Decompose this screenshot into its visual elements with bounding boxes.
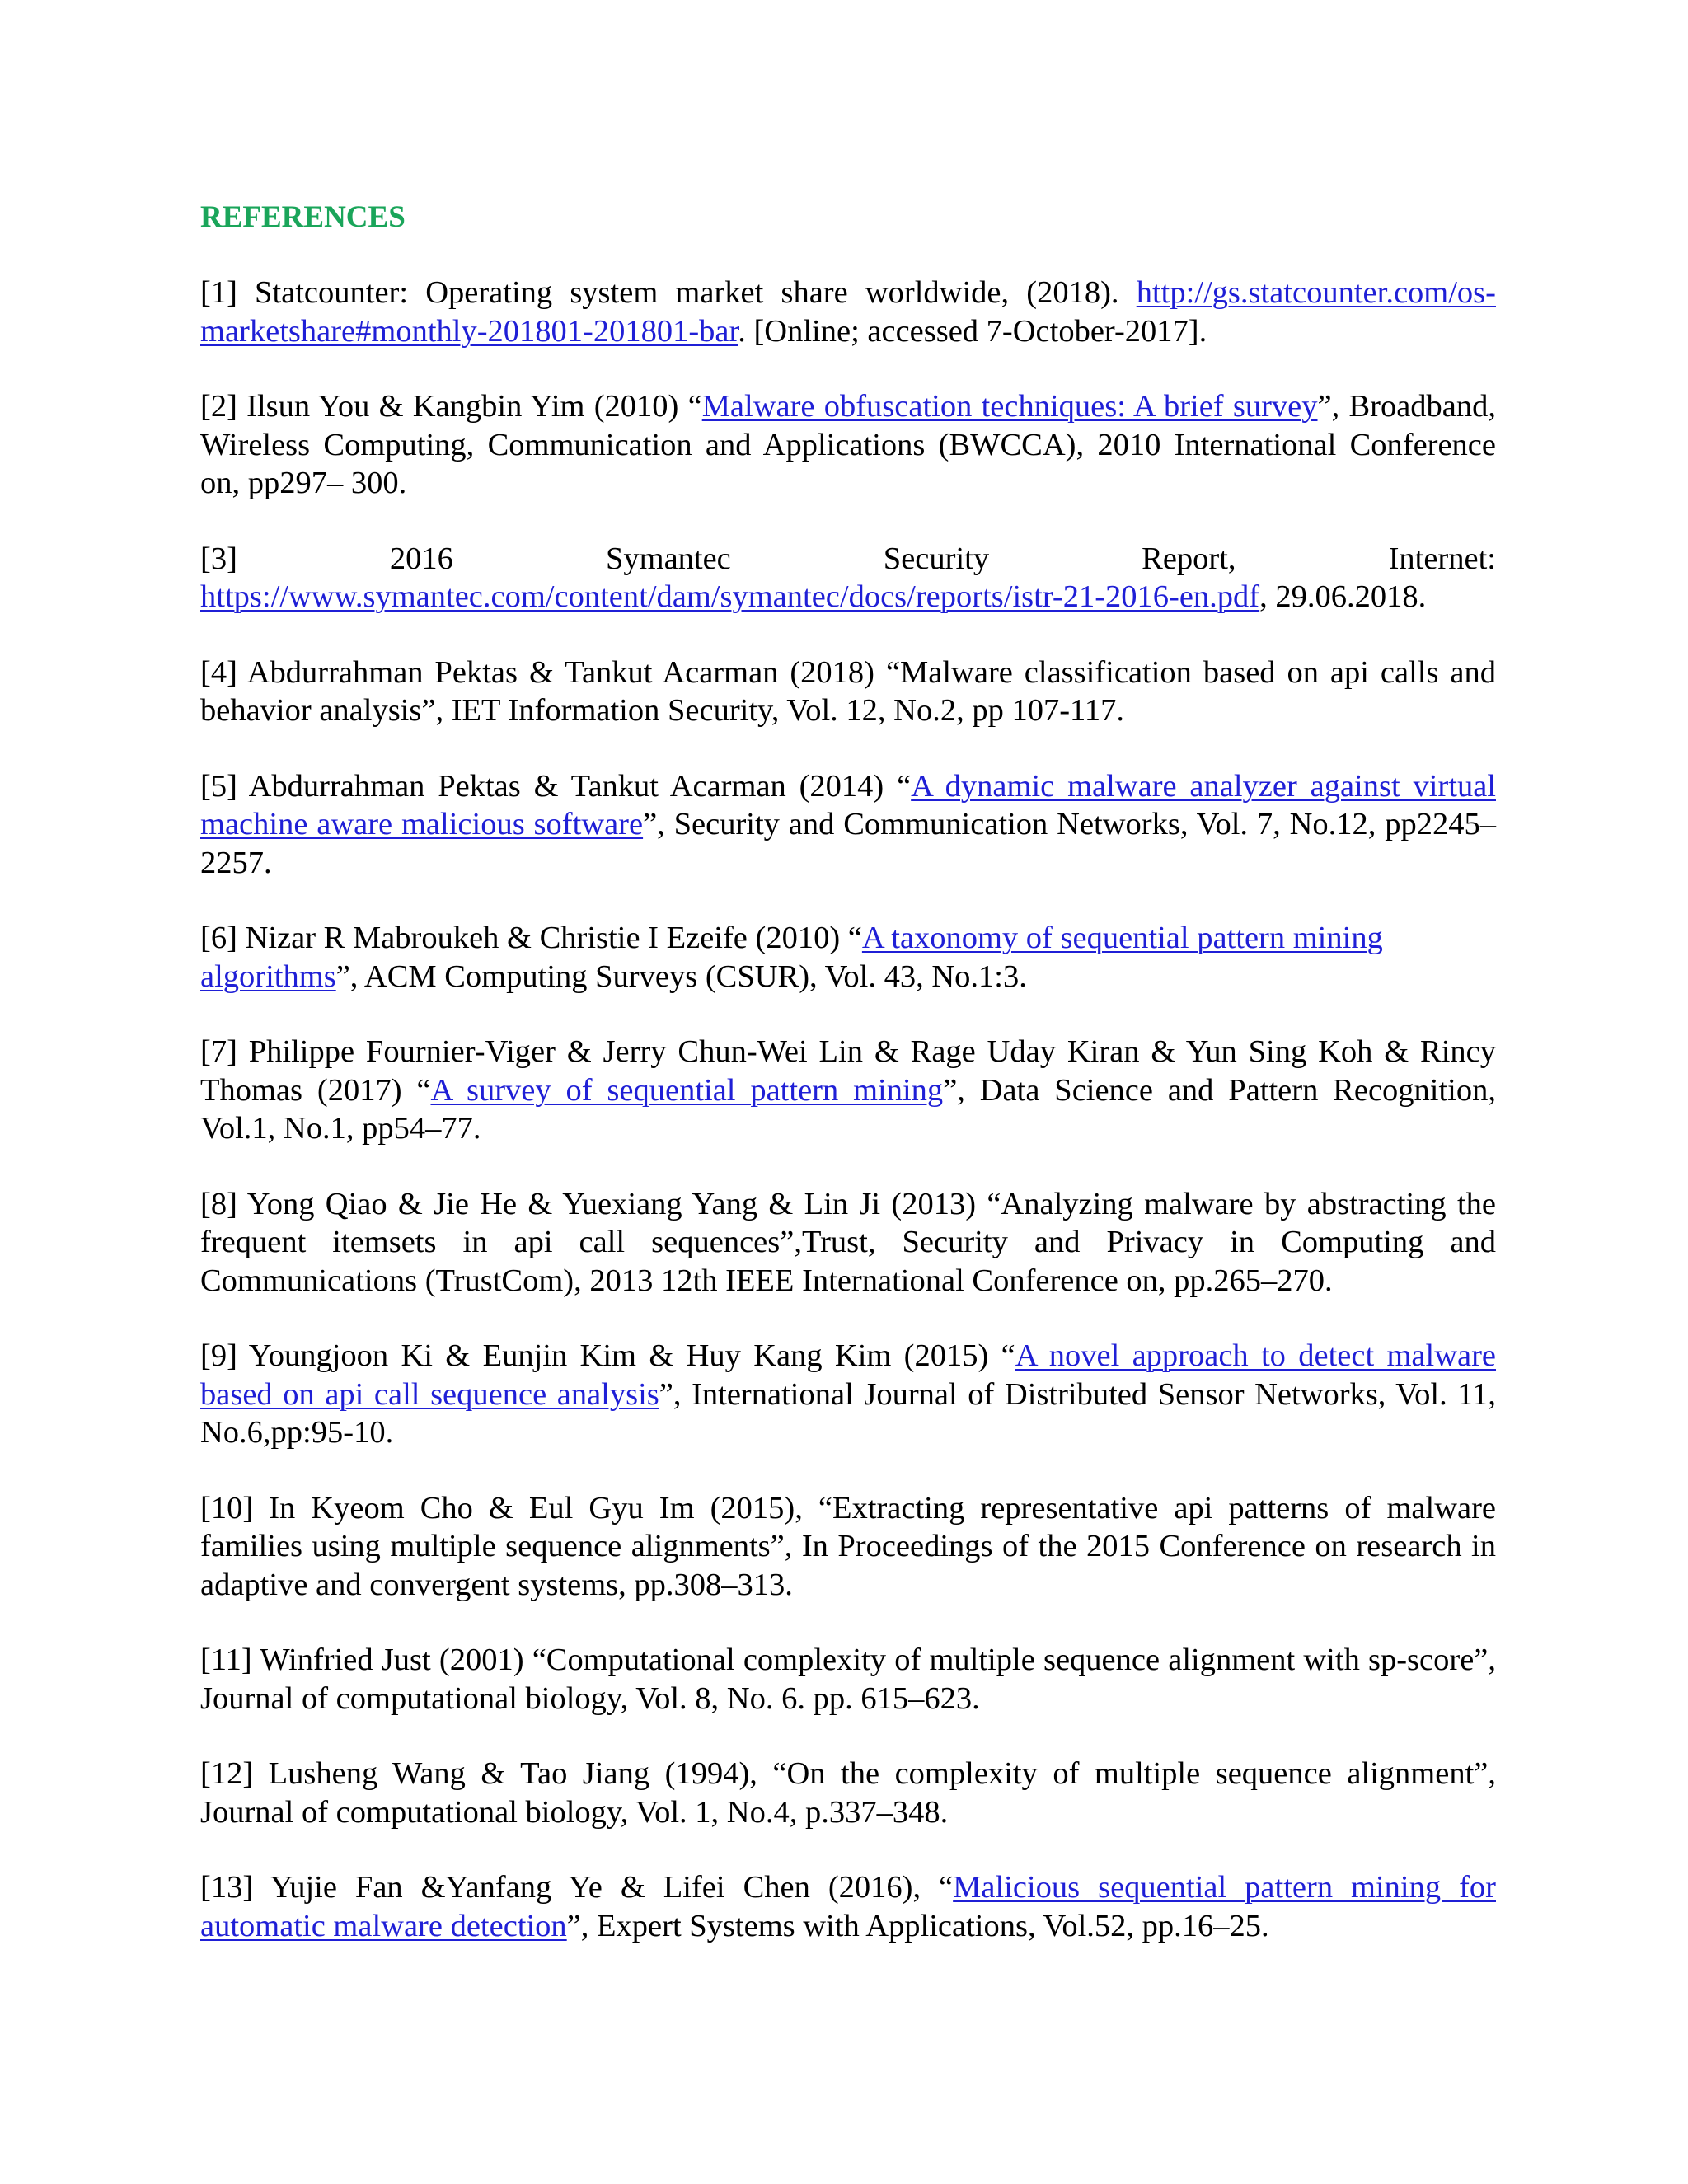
reference-3-text: [3] 2016 Symantec Security Report, Internet:	[200, 541, 1496, 576]
reference-10	[200, 1489, 1496, 1605]
references-heading: REFERENCES	[200, 200, 406, 234]
reference-13-text-end: ”, Expert Systems with Applications, Vol.52, pp.16–25.	[566, 1908, 1269, 1943]
reference-9-text: [9] Youngjoon Ki & Eunjin Kim & Huy Kang Kim (2015) “	[200, 1338, 1015, 1373]
reference-11-text: [11] Winfried Just (2001) “Computational complexity of multiple sequence alignment with sp-score”, Journal of computational biology, Vol. 8, No. 6. pp. 615–623.	[200, 1643, 1496, 1716]
reference-3	[200, 540, 1496, 616]
reference-13-text: [13] Yujie Fan &Yanfang Ye & Lifei Chen (2016), “	[200, 1870, 954, 1905]
reference-12	[200, 1755, 1496, 1831]
reference-3-link[interactable]: https://www.symantec.com/content/dam/symantec/docs/reports/istr-21-2016-en.pdf	[200, 579, 1260, 614]
reference-6-text: [6] Nizar R Mabroukeh & Christie I Ezeife (2010) “	[200, 921, 862, 955]
reference-5-text-end: ”, Security and Communication Networks, Vol. 7, No.12, pp2245–2257.	[200, 807, 1496, 880]
reference-5-link[interactable]: A dynamic malware analyzer against virtual machine aware malicious software	[200, 768, 1496, 841]
reference-9-text-end: ”, International Journal of Distributed Sensor Networks, Vol. 11, No.6,pp:95-10.	[200, 1376, 1496, 1450]
reference-9-link[interactable]: A novel approach to detect malware based on api call sequence analysis	[200, 1338, 1497, 1412]
reference-7-text: [7] Philippe Fournier-Viger & Jerry Chun-Wei Lin & Rage Uday Kiran & Yun Sing Koh & Rincy Thomas (2017) “	[200, 1034, 1496, 1108]
reference-13-link[interactable]: Malicious sequential pattern mining for automatic malware detection	[200, 1870, 1496, 1943]
reference-2	[200, 387, 1496, 503]
reference-6	[200, 919, 1496, 996]
reference-13	[200, 1868, 1496, 1945]
reference-7	[200, 1033, 1496, 1148]
reference-2-text-end: ”, Broadband, Wireless Computing, Communication and Applications (BWCCA), 2010 International Conference on, pp297– 300.	[200, 389, 1496, 500]
reference-2-text: [2] Ilsun You & Kangbin Yim (2010) “	[200, 389, 702, 424]
reference-6-link[interactable]: A taxonomy of sequential pattern mining algorithms	[200, 921, 1383, 994]
reference-3-text-end: , 29.06.2018.	[1259, 579, 1427, 614]
reference-7-text-end: ”, Data Science and Pattern Recognition, Vol.1, No.1, pp54–77.	[200, 1072, 1496, 1146]
reference-5	[200, 767, 1496, 883]
reference-6-text-end: ”, ACM Computing Surveys (CSUR), Vol. 43, No.1:3.	[335, 958, 1027, 994]
reference-7-link[interactable]: A survey of sequential pattern mining	[430, 1072, 944, 1108]
reference-11	[200, 1641, 1496, 1718]
reference-4	[200, 654, 1496, 730]
reference-1-text: [1] Statcounter: Operating system market share worldwide, (2018).	[200, 275, 1137, 310]
reference-8-text: [8] Yong Qiao & Jie He & Yuexiang Yang & Lin Ji (2013) “Analyzing malware by abstracting the frequent itemsets in api call sequences”,Trust, Security and Privacy in Computing and Communications (TrustCom), 2013 12th IEEE International Conference on, pp.265–270.	[200, 1186, 1496, 1298]
reference-10-text: [10] In Kyeom Cho & Eul Gyu Im (2015), “Extracting representative api patterns of malware families using multiple sequence alignments”, In Proceedings of the 2015 Conference on research in adaptive and convergent systems, pp.308–313.	[200, 1490, 1496, 1602]
reference-2-link[interactable]: Malware obfuscation techniques: A brief survey	[701, 389, 1318, 424]
reference-1-text-end: . [Online; accessed 7-October-2017].	[738, 313, 1207, 349]
reference-4-text: [4] Abdurrahman Pektas & Tankut Acarman (2018) “Malware classification based on api calls and behavior analysis”, IET Information Security, Vol. 12, No.2, pp 107-117.	[200, 654, 1496, 728]
reference-8	[200, 1185, 1496, 1301]
reference-5-text: [5] Abdurrahman Pektas & Tankut Acarman (2014) “	[200, 768, 912, 804]
reference-9	[200, 1337, 1496, 1452]
references-page	[200, 198, 1496, 1982]
reference-1-link[interactable]: http://gs.statcounter.com/os-marketshare#monthly-201801-201801-bar	[200, 275, 1496, 349]
reference-1	[200, 274, 1496, 350]
reference-12-text: [12] Lusheng Wang & Tao Jiang (1994), “On the complexity of multiple sequence alignment”, Journal of computational biology, Vol. 1, No.4, p.337–348.	[200, 1756, 1496, 1830]
